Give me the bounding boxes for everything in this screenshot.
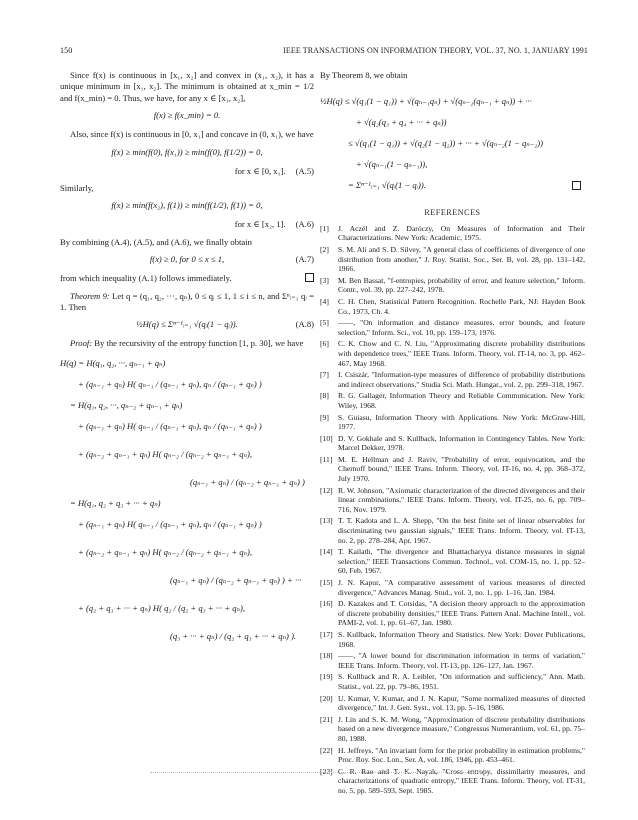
reference-item (320, 455, 585, 484)
reference-item (320, 767, 585, 796)
page-number: 150 (60, 46, 73, 55)
reference-item (320, 516, 585, 545)
reference-number: [20] (320, 693, 333, 703)
equation-a7 (60, 254, 314, 269)
reference-number: [3] (320, 275, 329, 285)
reference-text: D. V. Gokhale and S. Kullback, Information in Contingency Tables. New York: Marcel Dekker, 1978. (338, 433, 585, 453)
reference-number: [12] (320, 485, 333, 495)
reference-item (320, 245, 585, 274)
paragraph-similarly: Similarly, (60, 183, 94, 194)
running-header: IEEE TRANSACTIONS ON INFORMATION THEORY, VOL. 37, NO. 1, JANUARY 1991 (283, 46, 588, 55)
theorem-9-text: Let q = (q₁, q₂, ···, qₙ), 0 ≤ qᵢ ≤ 1, 1 ≤ i ≤ n, and Σⁿᵢ₌₁ qᵢ = 1. Then (60, 290, 314, 313)
equation-a5-label: (A.5) (295, 165, 314, 176)
reference-item (320, 434, 585, 453)
reference-item (320, 715, 585, 744)
reference-text: J. Aczél and Z. Daróczy, On Measures of Information and Their Characterizations. New York: Academic, 1975. (338, 223, 585, 243)
equation-a7-label: (A.7) (295, 254, 314, 265)
derivation-line: + (qₙ₋₁ + qₙ) H( qₙ₋₁ / (qₙ₋₁ + qₙ), qₙ / (qₙ₋₁ + qₙ) ) (78, 378, 262, 389)
reference-text: T. Kailath, "The divergence and Bhattacharyya distance measures in signal selection," IEEE Transactions Commun. Technol., vol. COM-15, no. 1, pp. 52–60, Feb. 1967. (338, 547, 585, 576)
equation-a8-label: (A.8) (295, 319, 314, 330)
equation-a5 (60, 147, 314, 162)
reference-item (320, 318, 585, 337)
right-column (320, 70, 585, 797)
reference-number: [1] (320, 223, 329, 233)
paragraph-combining: By combining (A.4), (A.5), and (A.6), we finally obtain (60, 236, 252, 247)
equation-a8-text: ½H(q) ≤ Σⁿ⁻¹ᵢ₌₁ √(qᵢ(1 − qᵢ)). (136, 319, 238, 330)
bound-line: + √(q₂(q₃ + q₄ + ··· + qₙ)) (356, 117, 447, 128)
references-list (320, 224, 585, 796)
proof-head: Proof: (70, 338, 93, 349)
qed-square-icon (572, 181, 581, 190)
derivation-line: = H(q₁, q₂, ···, qₙ₋₂ + qₙ₋₁ + qₙ) (70, 399, 183, 410)
derivation-line: + (qₙ₋₁ + qₙ) H( qₙ₋₁ / (qₙ₋₁ + qₙ), qₙ / (qₙ₋₁ + qₙ) ) (78, 518, 262, 529)
reference-number: [4] (320, 296, 329, 306)
reference-item (320, 297, 585, 316)
reference-item (320, 391, 585, 410)
reference-text: M. Ben Bassat, "f-entropies, probability of error, and feature selection," Inform. Contr., vol. 39, pp. 227–242, 1978. (338, 275, 585, 295)
bound-line (320, 171, 585, 199)
reference-item (320, 339, 585, 368)
equation-fmin-text: f(x) ≥ f(x_min) = 0. (153, 110, 221, 121)
reference-text: M. E. Hellman and J. Raviv, "Probability of error, equivocation, and the Chernoff bound," IEEE Trans. Inform. Theory, vol. IT-16, no. 4, pp. 368–372, July 1970. (338, 454, 585, 484)
derivation-line: + (qₙ₋₁ + qₙ) H( qₙ₋₁ / (qₙ₋₁ + qₙ), qₙ / (qₙ₋₁ + qₙ) ) (78, 420, 262, 431)
reference-text: C. K. Chow and C. N. Liu, "Approximating discrete probability distributions with dependence trees," IEEE Trans. Inform. Theory, vol. IT-14, no. 3, pp. 462–467, May 1968. (338, 339, 585, 368)
reference-item (320, 276, 585, 295)
reference-item (320, 694, 585, 713)
equation-a5-condition (60, 166, 314, 177)
reference-number: [15] (320, 578, 333, 587)
reference-text: S. Guiasu, Information Theory with Applications. New York: McGraw-Hill, 1977. (338, 412, 585, 432)
reference-text: S. Kullback and R. A. Leibler, "On information and sufficiency," Ann. Math. Statist., vol. 22, pp. 79–86, 1951. (338, 672, 585, 691)
paragraph-follows (60, 273, 314, 284)
derivation-line: (q₃ + ··· + qₙ) / (q₂ + q₃ + ··· + qₙ) ). (170, 630, 297, 641)
reference-number: [10] (320, 433, 333, 443)
bound-final-text: = Σⁿ⁻¹ᵢ₌₁ √(qᵢ(1 − qᵢ)). (348, 180, 426, 191)
reference-number: [18] (320, 651, 333, 661)
bound-line: ½H(q) ≤ √(q₁(1 − q₁)) + √(qₙ₋₁qₙ) + √(qₙ₋₂(qₙ₋₁ + qₙ)) + ··· (320, 96, 532, 107)
reference-number: [8] (320, 391, 329, 401)
equation-a7-text: f(x) ≥ 0, for 0 ≤ x ≤ 1, (149, 254, 225, 265)
reference-text: I. Csiszár, "Information-type measures of difference of probability distributions and indirect observations," Studia Sci. Math. Hungar., vol. 2, pp. 299–318, 1967. (338, 370, 585, 389)
reference-number: [19] (320, 672, 333, 682)
theorem-9-head: Theorem 9: (70, 290, 110, 301)
equation-a6-text: f(x) ≥ min(f(x₂), f(1)) ≥ min(f(1/2), f(1)) = 0, (111, 200, 263, 211)
reference-text: J. Lin and S. K. M. Wong, "Approximation of discrete probability distributions based on a new divergence measure," Congressus Numerantium, vol. 61, pp. 75–80, 1988. (338, 714, 585, 743)
qed-square-icon (305, 273, 314, 282)
bound-line: ≤ √(q₁(1 − q₁)) + √(q₂(1 − q₂)) + ··· + √(qₙ₋₂(1 − qₙ₋₂)) (348, 138, 544, 149)
proof-paragraph (60, 338, 314, 349)
paragraph-convexity: Since f(x) is continuous in [x₁, x₂] and convex in (x₁, x₂), it has a unique minimum in [x₁, x₂]. The minimum is obtained at x_min = 1/2 and f(x_min) = 0. Thus, we have, for any x ∈ [x₁, x₂], (60, 70, 314, 103)
reference-item (320, 370, 585, 389)
derivation-line: + (qₙ₋₂ + qₙ₋₁ + qₙ) H( qₙ₋₂ / (qₙ₋₂ + qₙ₋₁ + qₙ), (78, 546, 253, 557)
paragraph-follows-text: from which inequality (A.1) follows immediately. (60, 273, 232, 284)
reference-number: [14] (320, 547, 333, 557)
reference-text: T. T. Kadota and L. A. Shepp, "On the best finite set of linear observables for discriminating two gaussian signals," IEEE Trans. Inform. Theory, vol. IT-13, no. 2, pp. 278–284, Apr. 1967. (338, 516, 585, 545)
reference-item (320, 547, 585, 576)
equation-fmin (60, 110, 314, 125)
reference-item (320, 578, 585, 597)
reference-number: [11] (320, 454, 333, 464)
paragraph-concavity: Also, since f(x) is continuous in [0, x₁] and concave in (0, x₁), we have (70, 129, 314, 140)
reference-item (320, 599, 585, 628)
reference-number: [5] (320, 318, 329, 328)
recursion-derivation (60, 356, 314, 650)
reference-number: [17] (320, 629, 333, 639)
theorem-9 (60, 291, 314, 314)
references-heading: REFERENCES (424, 208, 481, 218)
theorem-8-intro: By Theorem 8, we obtain (320, 70, 408, 80)
reference-item (320, 486, 585, 515)
derivation-line: + (qₙ₋₂ + qₙ₋₁ + qₙ) H( qₙ₋₂ / (qₙ₋₂ + qₙ₋₁ + qₙ), (78, 448, 253, 459)
reference-text: R. G. Gallager, Information Theory and Reliable Communication. New York: Wiley, 1968. (338, 391, 585, 410)
reference-text: S. M. Ali and S. D. Silvey, "A general class of coefficients of divergence of one distribution from another," J. Roy. Statist. Soc., Ser. B, vol. 28, pp. 131–142, 1966. (338, 245, 585, 274)
reference-number: [16] (320, 599, 333, 609)
derivation-line: H(q) = H(q₁, q₂, ···, qₙ₋₁ + qₙ) (60, 357, 166, 368)
reference-number: [7] (320, 370, 329, 380)
equation-a8 (60, 319, 314, 334)
reference-number: [2] (320, 245, 329, 254)
bound-derivation (320, 87, 585, 199)
equation-a6-cond-text: for x ∈ [x₂, 1]. (234, 219, 286, 230)
reference-text: ——, "A lower bound for discrimination information in terms of variation," IEEE Trans. Inform. Theory, vol. IT-13, pp. 126–127, Jan. 1967. (338, 651, 585, 670)
reference-number: [6] (320, 339, 329, 349)
equation-a6-condition (60, 219, 314, 230)
equation-a6-label: (A.6) (295, 219, 314, 230)
reference-text: J. N. Kapur, "A comparative assessment of various measures of directed divergence," Advances Manag. Stud., vol. 3, no. 1, pp. 1–16, Jan. 1984. (338, 578, 585, 597)
reference-text: H. Jeffreys, "An invariant form for the prior probability in estimation problems," Proc. Roy. Soc. Lon., Ser. A, vol. 186, 1946, pp. 453–461. (338, 745, 585, 765)
reference-text: D. Kazakos and T. Cotsidas, "A decision theory approach to the approximation of discrete probability densities," IEEE Trans. Pattern Anal. Machine Intell., vol. PAMI-2, vol. 1, pp. 61–67, Jan. 1980. (338, 599, 585, 628)
reference-number: [13] (320, 516, 333, 526)
reference-text: C. H. Chen, Statistical Pattern Recognition. Rochelle Park, NJ: Hayden Book Co., 1973, Ch. 4. (338, 296, 585, 316)
derivation-line: = H(q₁, q₂ + q₃ + ··· + qₙ) (70, 497, 161, 508)
reference-item (320, 630, 585, 649)
reference-item (320, 224, 585, 243)
equation-a5-text: f(x) ≥ min(f(0), f(x₁)) ≥ min(f(0), f(1/2)) = 0, (111, 146, 263, 157)
equation-a6 (60, 200, 314, 215)
reference-number: [23] (320, 766, 333, 776)
reference-item (320, 413, 585, 432)
proof-text: By the recursivity of the entropy function [1, p. 30], we have (94, 338, 304, 349)
reference-item (320, 746, 585, 765)
derivation-line: (qₙ₋₁ + qₙ) / (qₙ₋₂ + qₙ₋₁ + qₙ) ) + ··· (170, 574, 302, 585)
reference-number: [9] (320, 412, 329, 422)
reference-text: ——, "On information and distance measures, error bounds, and feature selection," Inform. Sci., vol. 10, pp. 159–173, 1976. (338, 318, 585, 337)
derivation-line: (qₙ₋₁ + qₙ) / (qₙ₋₂ + qₙ₋₁ + qₙ) ) (190, 476, 305, 487)
reference-text: R. W. Johnson, "Axiomatic characterization of the directed divergences and their linear combinations," IEEE Trans. Inform. Theory, vol. IT-25, no. 6, pp. 709–716, Nov. 1979. (338, 485, 585, 514)
scan-artifact-line (150, 772, 490, 773)
reference-item (320, 651, 585, 670)
reference-text: S. Kullback, Information Theory and Statistics. New York: Dover Publications, 1968. (338, 629, 585, 649)
reference-text: C. R. Rao and T. K. Nayak, "Cross entropy, dissimilarity measures, and characterizations of quadratic entropy," IEEE Trans. Inform. Theory, vol. IT-31, no. 5, pp. 589–593, Sept. 1985. (338, 766, 585, 795)
equation-a5-cond-text: for x ∈ [0, x₁]. (234, 165, 286, 176)
reference-text: U. Kumar, V. Kumar, and J. N. Kapur, "Some normalized measures of directed divergence," Int. J. Gen. Syst., vol. 13, pp. 5–16, 1986. (338, 693, 585, 713)
derivation-line: + (q₂ + q₃ + ··· + qₙ) H( q₂ / (q₂ + q₃ + ··· + qₙ), (78, 602, 246, 613)
reference-number: [21] (320, 714, 333, 724)
bound-line: + √(qₙ₋₁(1 − qₙ₋₁)), (356, 159, 428, 170)
left-column (60, 70, 314, 656)
reference-number: [22] (320, 745, 333, 755)
reference-item (320, 672, 585, 691)
